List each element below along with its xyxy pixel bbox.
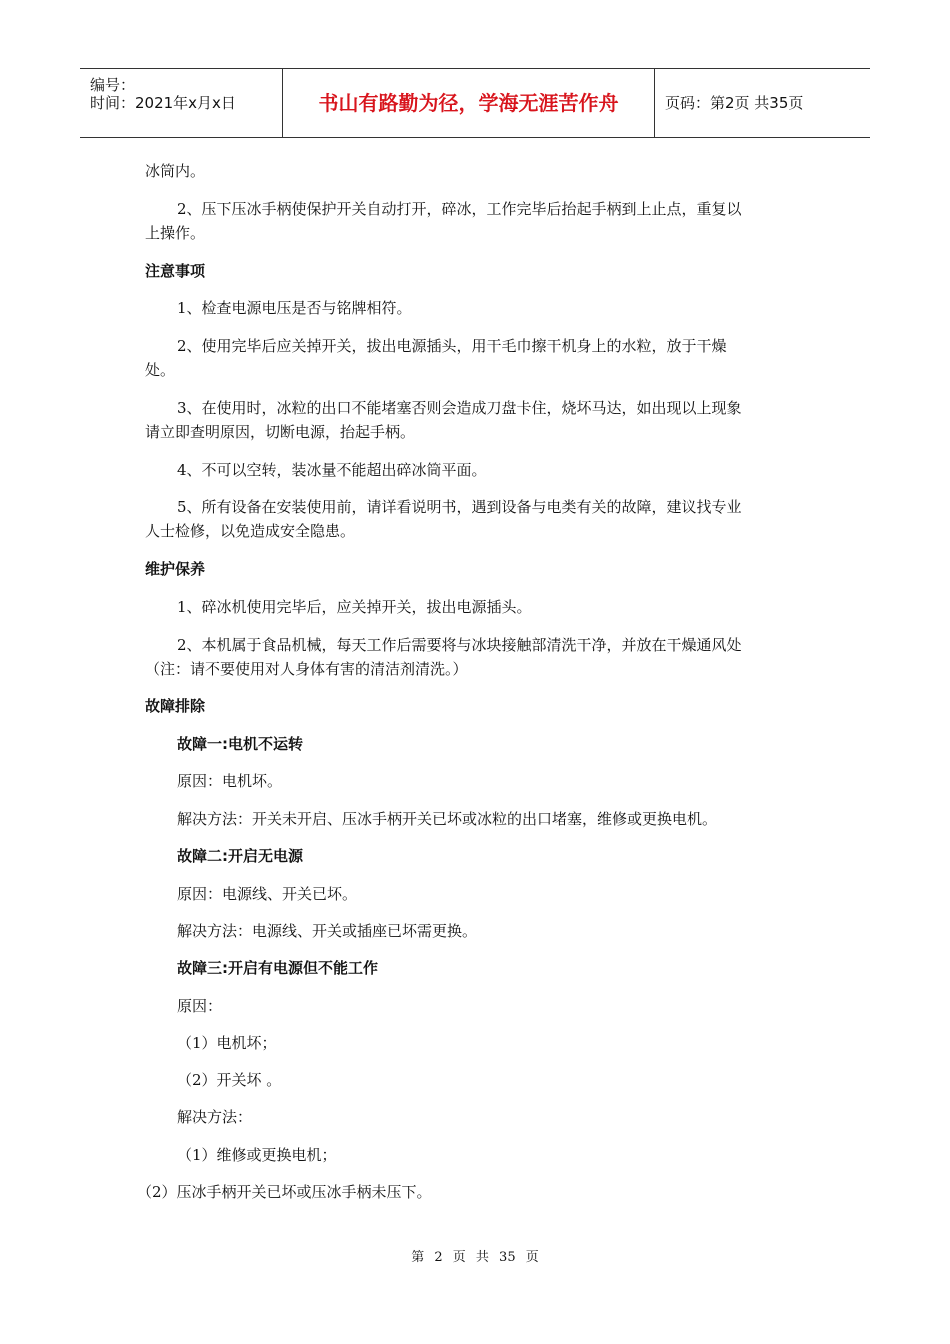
- fault-cause-item: （1）电机坏；: [177, 1034, 277, 1052]
- header-meta-cell: [80, 69, 283, 137]
- note-item: 4、不可以空转，装冰量不能超出碎冰筒平面。: [177, 461, 487, 479]
- fault-title: 故障三:开启有电源但不能工作: [177, 959, 378, 977]
- fault-cause: 原因：电源线、开关已坏。: [177, 885, 358, 903]
- code-label: 编号：: [90, 76, 136, 94]
- section-heading-troubleshooting: 故障排除: [145, 697, 206, 715]
- header-page-number: 页码：第2页 共35页: [665, 94, 804, 112]
- fault-cause-item: （2）开关坏 。: [177, 1071, 282, 1089]
- fault-solution: 解决方法：电源线、开关或插座已坏需更换。: [177, 922, 478, 940]
- fault-solution: 解决方法：开关未开启、压冰手柄开关已坏或冰粒的出口堵塞，维修或更换电机。: [177, 810, 718, 828]
- paragraph-line: 2、压下压冰手柄使保护开关自动打开，碎冰，工作完毕后抬起手柄到上止点，重复以: [177, 200, 742, 218]
- fault-solution-item: （2）压冰手柄开关已坏或压冰手柄未压下。: [137, 1183, 432, 1201]
- header-motto: 书山有路勤为径，学海无涯苦作舟: [283, 69, 655, 137]
- fault-cause: 原因：: [177, 997, 223, 1015]
- paragraph-line: 上操作。: [145, 224, 206, 242]
- note-item-continued: 处。: [145, 361, 176, 379]
- note-item: 3、在使用时，冰粒的出口不能堵塞否则会造成刀盘卡住，烧坏马达，如出现以上现象: [177, 399, 742, 417]
- fault-solution: 解决方法：: [177, 1108, 253, 1126]
- maintenance-item-continued: （注：请不要使用对人身体有害的清洁剂清洗。）: [145, 660, 468, 678]
- note-item: 1、检查电源电压是否与铭牌相符。: [177, 299, 412, 317]
- fault-solution-item: （1）维修或更换电机；: [177, 1146, 337, 1164]
- note-item: 2、使用完毕后应关掉开关，拔出电源插头，用干毛巾擦干机身上的水粒，放于干燥: [177, 337, 727, 355]
- page-footer: 第 2 页 共 35 页: [411, 1250, 539, 1265]
- maintenance-item: 2、本机属于食品机械，每天工作后需要将与冰块接触部清洗干净，并放在干燥通风处: [177, 636, 742, 654]
- note-item-continued: 人士检修，以免造成安全隐患。: [145, 522, 356, 540]
- maintenance-item: 1、碎冰机使用完毕后，应关掉开关，拔出电源插头。: [177, 598, 532, 616]
- section-heading-notes: 注意事项: [145, 262, 206, 280]
- page-header: [80, 68, 870, 138]
- time-label: 时间：2021年x月x日: [90, 94, 236, 112]
- note-item-continued: 请立即查明原因，切断电源，抬起手柄。: [145, 423, 416, 441]
- fault-title: 故障二:开启无电源: [177, 847, 303, 865]
- paragraph-line: 冰筒内。: [145, 162, 206, 180]
- fault-title: 故障一:电机不运转: [177, 735, 303, 753]
- fault-cause: 原因：电机坏。: [177, 772, 283, 790]
- section-heading-maintenance: 维护保养: [145, 560, 206, 578]
- note-item: 5、所有设备在安装使用前，请详看说明书，遇到设备与电类有关的故障，建议找专业: [177, 498, 742, 516]
